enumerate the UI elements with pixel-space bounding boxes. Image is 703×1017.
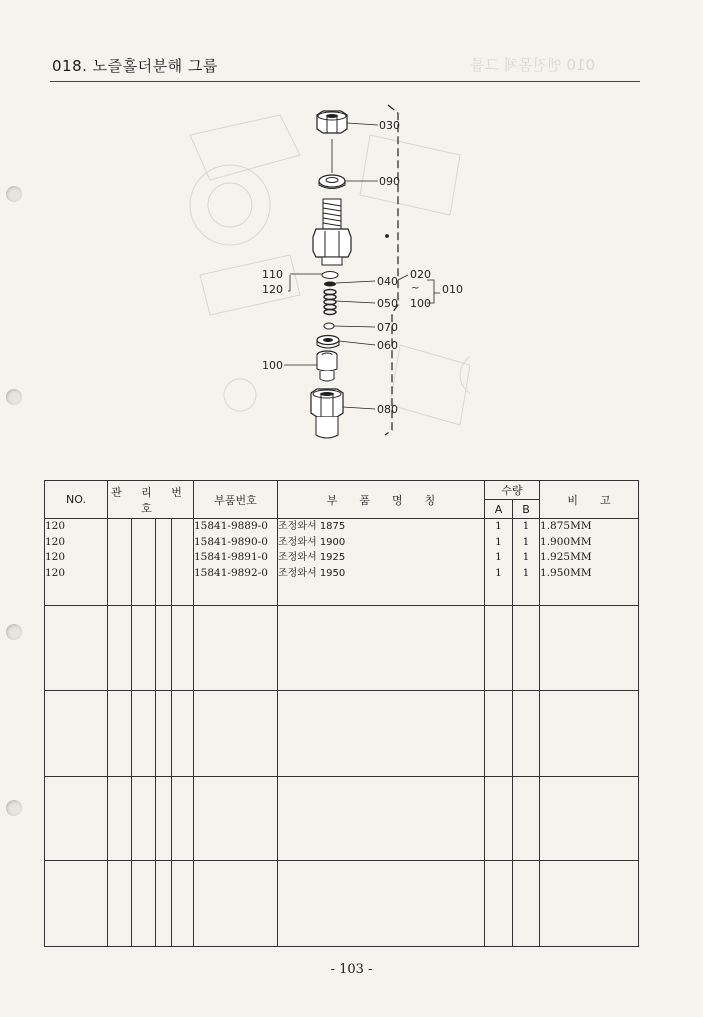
page-number: - 103 - [330,962,373,977]
page-title: 018. 노즐홀더분해 그룹 [52,57,218,75]
row-qty-a: 1 [495,535,502,548]
row-part-number: 15841-9889-0 [194,520,268,532]
row-qty-b: 1 [522,566,530,579]
nozzle-part [317,351,337,381]
table-section [45,519,639,606]
callout-030: 030 [379,119,400,132]
row-part-number: 15841-9890-0 [194,535,268,548]
callout-060: 060 [377,339,398,352]
row-part-name: 조정와셔 1950 [278,567,346,579]
header-no: NO. [45,481,108,519]
bleed-through-title: 010 엔진몸체 그룹 [470,56,596,74]
header-part-number: 부품번호 [194,481,278,519]
table-section [45,606,639,691]
nozzle-holder-exploded-diagram [170,95,470,455]
part-name-column [278,519,485,606]
row-note: 1.875MM [540,520,592,532]
header-part-name: 부 품 명 칭 [278,481,485,519]
callout-110: 110 [262,268,283,281]
punch-hole [6,624,22,640]
part-number-column [194,519,278,606]
table-section [45,691,639,777]
callout-100-group: 100 [410,297,431,310]
qty-b-column [513,519,540,606]
row-part-name: 조정와셔 1900 [278,536,346,548]
row-note: 1.900MM [540,535,592,548]
qty-a-column [485,519,513,606]
leader-lines [284,123,440,409]
row-part-number: 15841-9892-0 [194,566,268,579]
assembly-bracket-dashed [385,105,398,435]
callout-080: 080 [377,403,398,416]
punch-hole [6,800,22,816]
holder-body-part [313,199,351,265]
callout-070: 070 [377,321,398,334]
spring-part [324,290,336,315]
svg-text:~: ~ [411,283,420,294]
row-qty-b: 1 [522,535,530,548]
distance-piece-part [317,336,339,349]
note-column [540,519,639,606]
table-section [45,861,639,947]
header-mgmt-number: 관 리 번 호 [108,481,194,519]
row-note: 1.950MM [540,566,592,579]
punch-hole [6,389,22,405]
parts-table [44,480,639,947]
callout-100: 100 [262,359,283,372]
row-no: 120 [45,520,66,532]
callout-040: 040 [377,275,398,288]
title-rule [50,81,640,82]
row-qty-a: 1 [495,520,502,532]
callout-010: 010 [442,283,463,296]
row-part-name: 조정와셔 1875 [278,521,346,532]
spring-seat-part [324,282,336,287]
row-qty-a: 1 [495,566,502,579]
retaining-nut-part [311,389,343,438]
callout-050: 050 [377,297,398,310]
header-note: 비 고 [540,481,639,519]
row-no: 120 [45,535,66,548]
row-no: 120 [45,566,66,579]
callout-120: 120 [262,283,283,296]
no-column [45,519,108,606]
row-part-name: 조정와셔 1925 [278,552,346,563]
row-part-number: 15841-9891-0 [194,551,268,563]
header-qty-b: B [513,500,540,519]
table-section [45,777,639,861]
row-no: 120 [45,551,66,563]
punch-hole [6,186,22,202]
header-quantity: 수량 [485,481,540,500]
row-qty-a: 1 [495,551,502,563]
row-note: 1.925MM [540,551,592,563]
callout-labels [262,119,463,416]
callout-020: 020 [410,268,431,281]
hex-nut-part [317,111,347,133]
push-rod-part [324,323,334,329]
callout-090: 090 [379,175,400,188]
row-qty-b: 1 [522,520,530,532]
header-qty-a: A [485,500,513,519]
row-qty-b: 1 [522,551,530,563]
gasket-part [319,175,345,189]
adjust-washer-part [322,272,338,279]
